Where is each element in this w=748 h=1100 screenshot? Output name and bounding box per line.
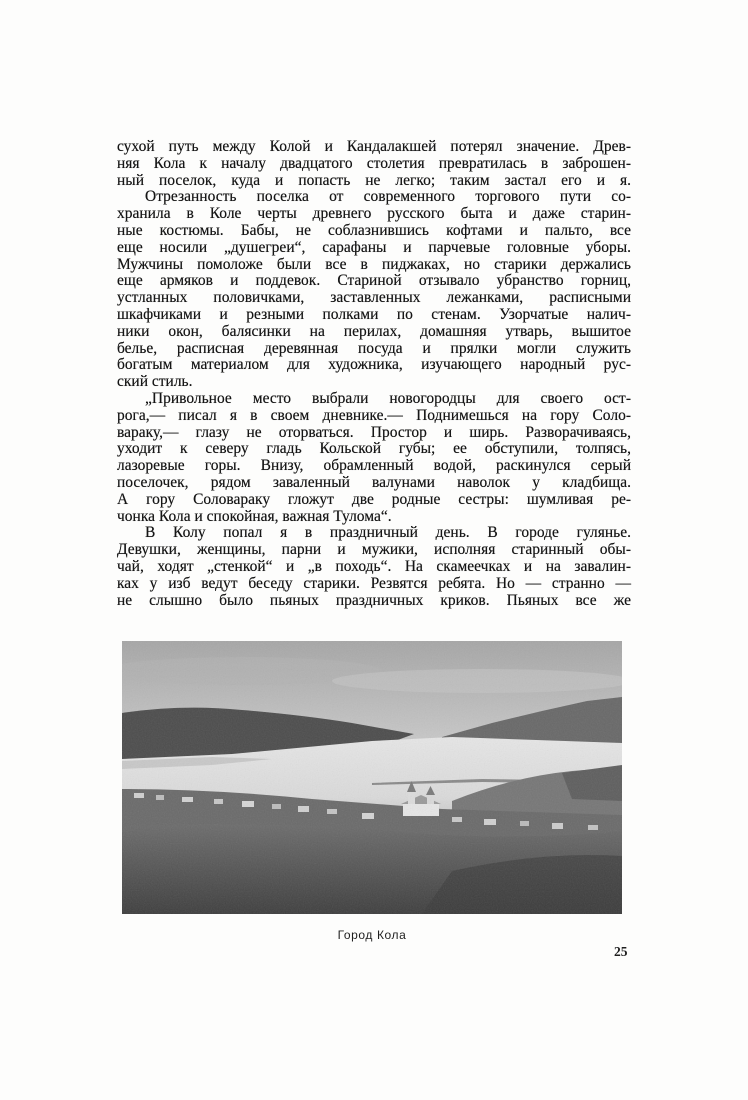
paragraph-1 bbox=[117, 139, 631, 189]
figure-caption: Город Кола bbox=[337, 928, 407, 942]
body-text bbox=[117, 139, 631, 609]
text-line: ный поселок, куда и попасть не легко; таким застал его и я. bbox=[117, 171, 631, 189]
text-line: еще носили „душегреи“, сарафаны и парчевые головные уборы. bbox=[117, 238, 631, 256]
text-line: лазоревые горы. Внизу, обрамленный водой, раскинулся серый bbox=[117, 457, 631, 475]
photo-illustration bbox=[122, 641, 622, 914]
text-line: вараку,— глазу не оторваться. Простор и ширь. Разворачиваясь, bbox=[117, 423, 631, 441]
text-line: уходит к северу гладь Кольской губы; ее обступили, толпясь, bbox=[117, 440, 631, 458]
text-line: ский стиль. bbox=[117, 373, 193, 391]
paragraph-3 bbox=[117, 391, 631, 525]
text-line: ники окон, балясинки на перилах, домашняя утварь, вышитое bbox=[117, 322, 631, 340]
text-line: чай, ходят „стенкой“ и „в походь“. На скамеечках и на завалин- bbox=[117, 557, 631, 575]
text-line: белье, расписная деревянная посуда и прялки могли служить bbox=[117, 339, 631, 357]
text-line: „Привольное место выбрали новогородцы для своего ост- bbox=[145, 389, 631, 407]
text-line: шкафчиками и резными полками по стенам. Узорчатые налич- bbox=[117, 305, 631, 323]
text-line: няя Кола к началу двадцатого столетия превратилась в заброшен- bbox=[117, 154, 631, 172]
text-line: не слышно было пьяных праздничных криков. Пьяных все же bbox=[117, 591, 631, 609]
text-line: богатым материалом для художника, изучающего народный рус- bbox=[117, 356, 631, 374]
text-line: сухой путь между Колой и Кандалакшей потерял значение. Древ- bbox=[117, 138, 631, 155]
text-line: чонка Кола и спокойная, важная Тулома“. bbox=[117, 507, 392, 525]
text-line: поселочек, рядом заваленный валунами наволок у кладбища. bbox=[117, 473, 631, 491]
text-line: устланных половичками, заставленных лежанками, расписными bbox=[117, 289, 631, 307]
text-line: ках у изб ведут беседу старики. Резвятся ребята. Но — странно — bbox=[117, 574, 631, 592]
page-number: 25 bbox=[614, 944, 628, 959]
text-line: Мужчины помоложе были все в пиджаках, но старики держались bbox=[117, 255, 631, 273]
text-line: А гору Соловараку гложут две родные сестры: шумливая ре- bbox=[117, 490, 631, 508]
text-line: хранила в Коле черты древнего русского быта и даже старин- bbox=[117, 205, 631, 223]
text-line: В Колу попал я в праздничный день. В городе гулянье. bbox=[145, 524, 631, 542]
text-line: Девушки, женщины, парни и мужики, исполняя старинный обы- bbox=[117, 541, 631, 559]
text-line: Отрезанность поселка от современного торгового пути со- bbox=[145, 188, 631, 206]
film-grain bbox=[122, 641, 622, 914]
photo-kola-town bbox=[122, 641, 622, 914]
paragraph-2 bbox=[117, 189, 631, 391]
text-line: ные костюмы. Бабы, не соблазнившись кофтами и пальто, все bbox=[117, 221, 631, 239]
paragraph-4 bbox=[117, 525, 631, 609]
text-line: рога,— писал я в своем дневнике.— Поднимешься на гору Соло- bbox=[117, 406, 631, 424]
text-line: еще армяков и поддевок. Стариной отзывало убранство горниц, bbox=[117, 272, 631, 290]
